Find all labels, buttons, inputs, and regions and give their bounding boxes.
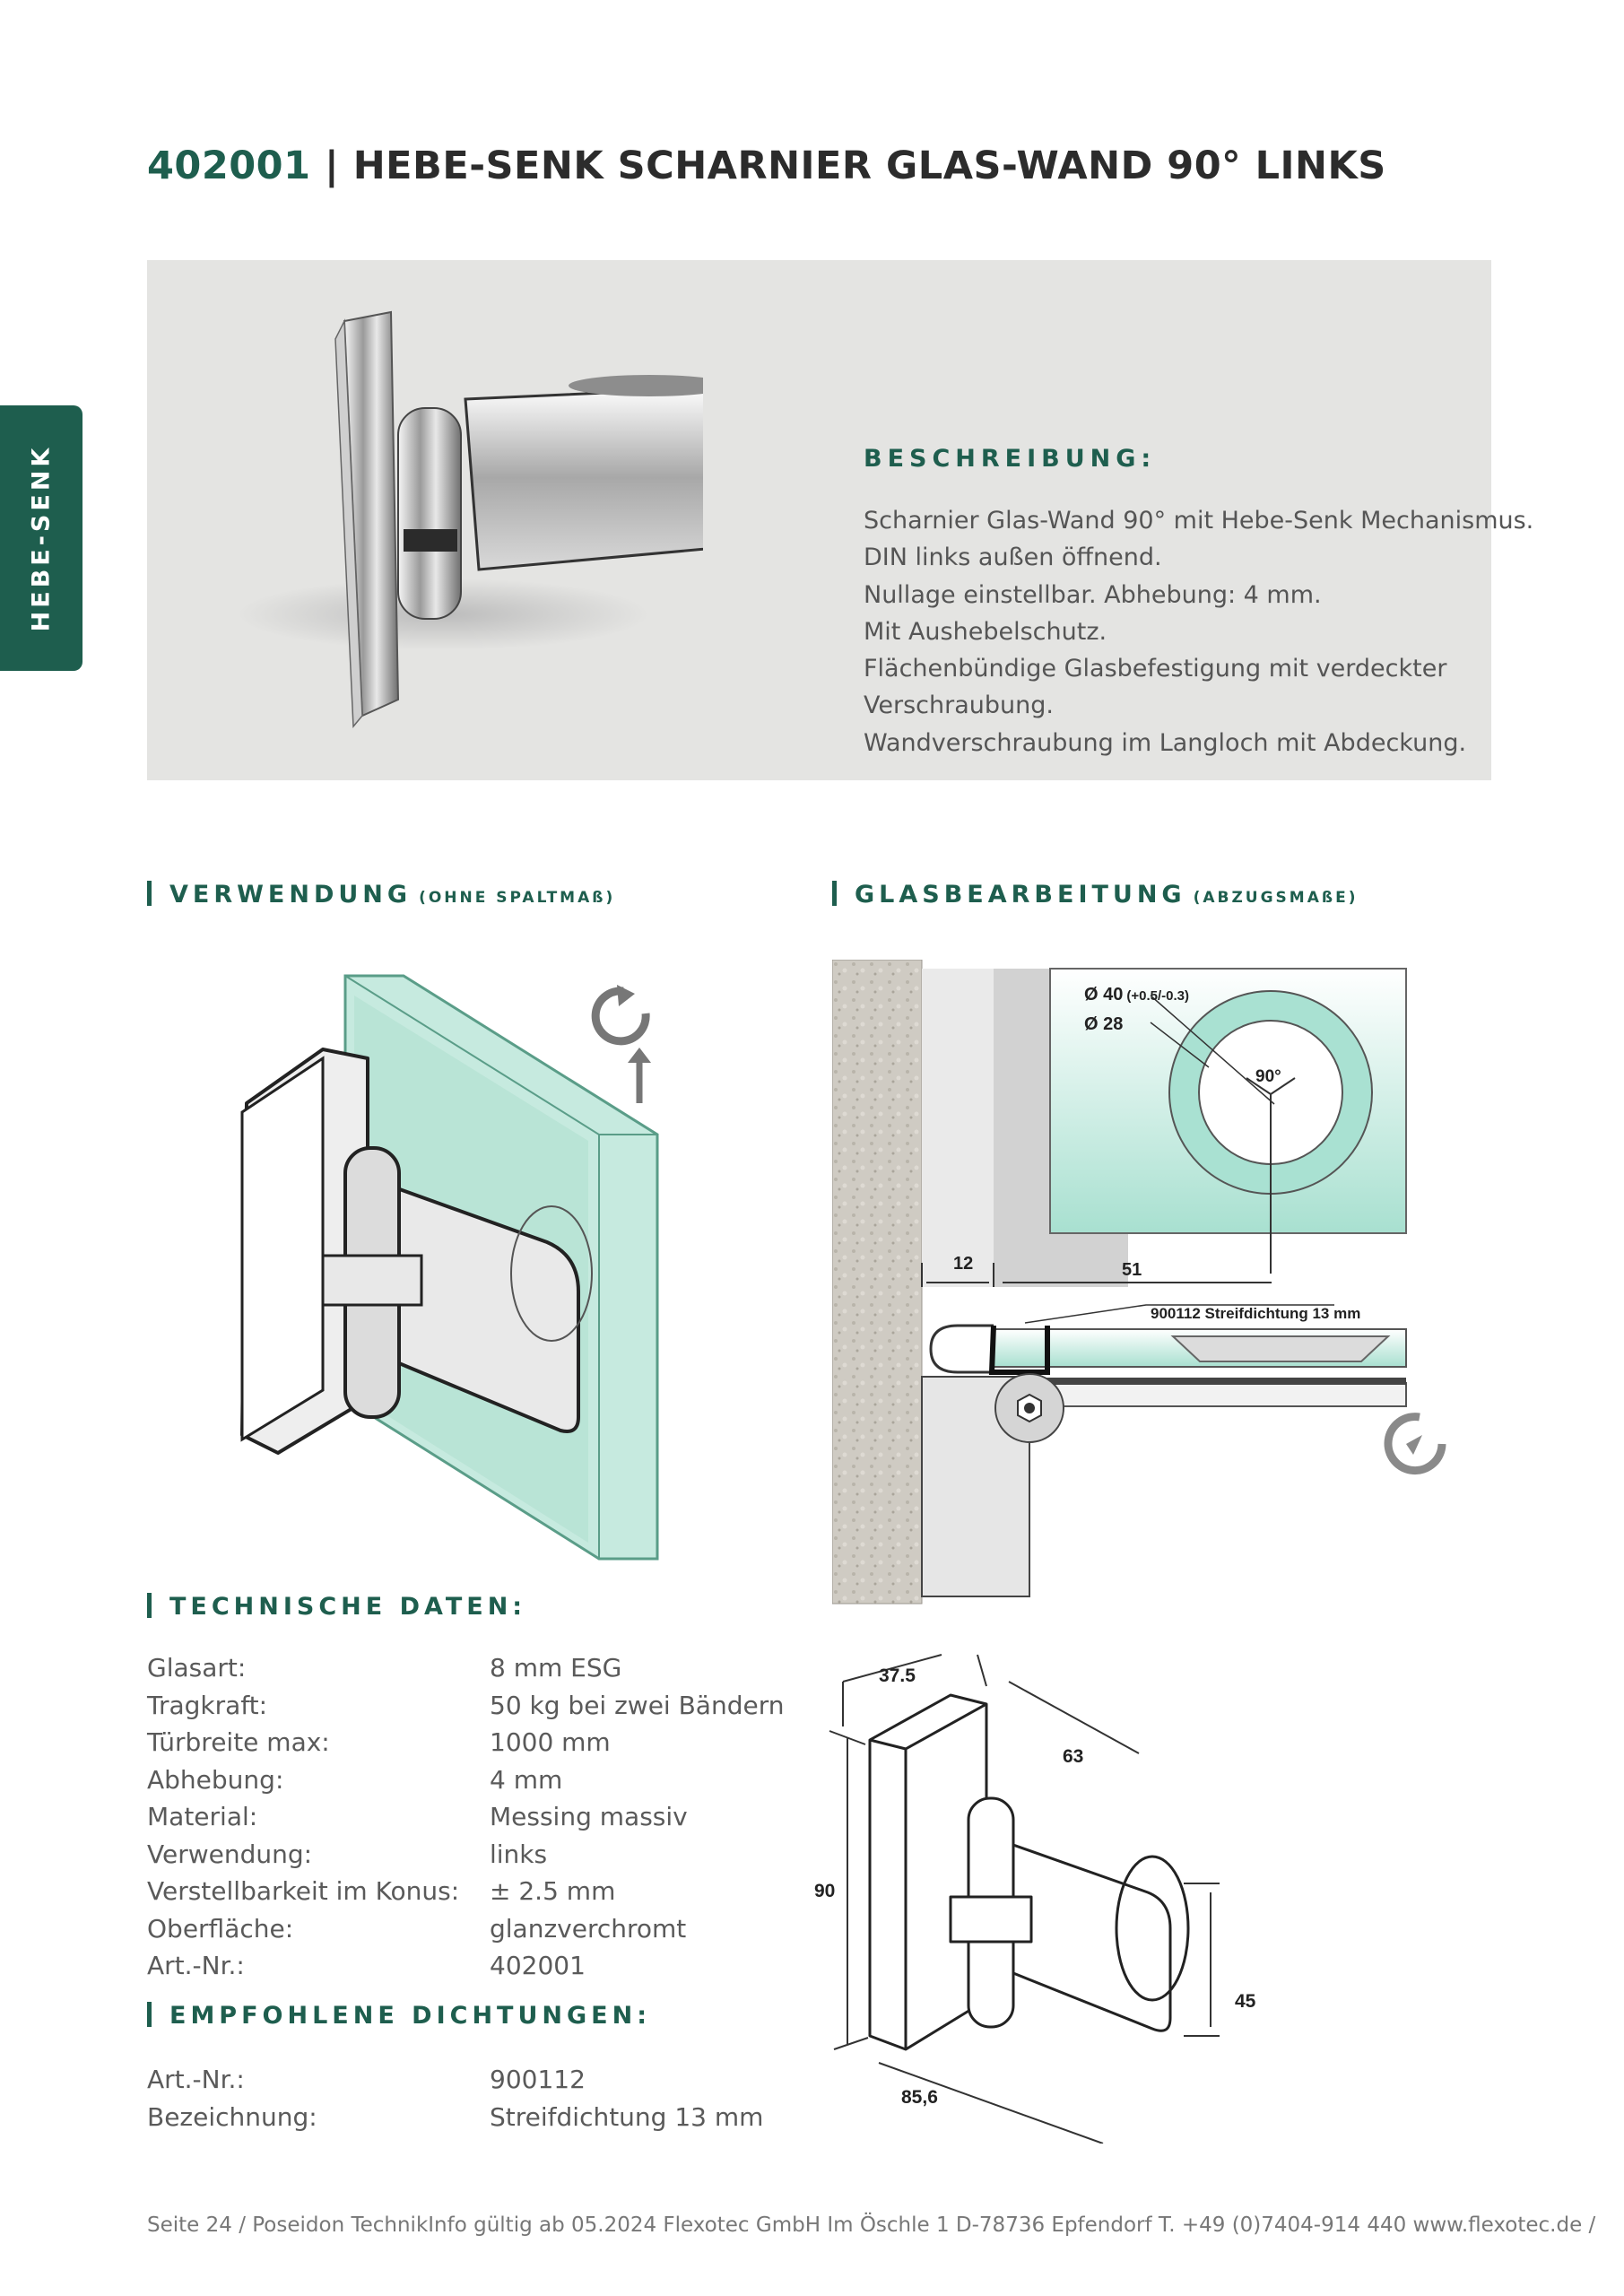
dim-85-6-label: 85,6	[901, 2087, 938, 2108]
spec-row	[147, 1873, 793, 1910]
spec-row	[147, 1947, 793, 1985]
angle-label: 90°	[1255, 1067, 1281, 1086]
dim-51-label: 51	[1122, 1260, 1142, 1280]
title-text: HEBE-SENK SCHARNIER GLAS-WAND 90° LINKS	[352, 144, 1386, 188]
description-line: Flächenbündige Glasbefestigung mit verdeckter	[864, 655, 1447, 683]
spec-label: Art.-Nr.:	[147, 2065, 245, 2094]
dim-45-label: 45	[1235, 1991, 1256, 2012]
spec-row	[147, 1798, 793, 1836]
technische-daten-heading	[147, 1593, 526, 1621]
spec-label: Glasart:	[147, 1653, 247, 1683]
spec-row	[147, 2099, 793, 2136]
description-line: DIN links außen öffnend.	[864, 544, 1162, 572]
side-category-tab	[0, 405, 83, 671]
spec-row	[147, 1649, 793, 1687]
title-separator: |	[310, 144, 353, 188]
verwendung-sub: (OHNE SPALTMAß)	[419, 889, 616, 907]
description-line: Verschraubung.	[864, 691, 1054, 720]
spec-label: Art.-Nr.:	[147, 1951, 245, 1980]
heading-bar	[147, 881, 152, 906]
spec-value: links	[490, 1839, 548, 1869]
spec-value: ± 2.5 mm	[490, 1876, 616, 1906]
spec-value: glanzverchromt	[490, 1913, 687, 1944]
seal-data-table	[147, 2061, 793, 2135]
spec-row	[147, 1910, 793, 1948]
spec-row	[147, 1724, 793, 1761]
usage-illustration	[224, 969, 690, 1578]
spec-row	[147, 1761, 793, 1799]
spec-label: Material:	[147, 1802, 258, 1831]
description-line: Wandverschraubung im Langloch mit Abdeckung.	[864, 728, 1467, 757]
heading-bar	[832, 881, 837, 906]
spec-value: 402001	[490, 1951, 586, 1980]
spec-value: 4 mm	[490, 1764, 563, 1795]
spec-label: Oberfläche:	[147, 1913, 294, 1944]
dim-37-5-label: 37.5	[879, 1665, 916, 1686]
spec-label: Bezeichnung:	[147, 2101, 317, 2132]
technical-data-table	[147, 1649, 793, 1985]
dimension-drawing	[807, 1641, 1291, 2144]
side-tab-label: HEBE-SENK	[27, 444, 56, 632]
glasbearbeitung-title: GLASBEARBEITUNG	[855, 881, 1186, 909]
spec-label: Abhebung:	[147, 1764, 284, 1795]
description-line: Mit Aushebelschutz.	[864, 617, 1107, 646]
spec-label: Verwendung:	[147, 1839, 313, 1869]
hero-panel	[147, 260, 1534, 780]
dim-90-label: 90	[814, 1881, 836, 1901]
spec-label: Tragkraft:	[147, 1690, 268, 1720]
verwendung-heading	[147, 881, 615, 909]
article-number: 402001	[147, 144, 311, 188]
verwendung-title: VERWENDUNG	[169, 881, 413, 909]
spec-row	[147, 2061, 793, 2099]
glass-processing-drawing	[832, 960, 1460, 1605]
seal-label: 900112 Streifdichtung 13 mm	[1151, 1305, 1361, 1322]
page-footer: Seite 24 / Poseidon TechnikInfo gültig ab 05.2024 Flexotec GmbH Im Öschle 1 D-78736 Epfendorf T. +49 (0)7404-914 440 www.flexotec.de /	[147, 2213, 1596, 2237]
spec-label: Türbreite max:	[147, 1727, 330, 1757]
glasbearbeitung-heading	[832, 881, 1359, 909]
dim-63-label: 63	[1063, 1746, 1084, 1767]
spec-row	[147, 1836, 793, 1874]
description-line: Nullage einstellbar. Abhebung: 4 mm.	[864, 580, 1322, 609]
product-photo	[147, 260, 703, 780]
description-line: Scharnier Glas-Wand 90° mit Hebe-Senk Mechanismus.	[864, 507, 1534, 535]
spec-value: 1000 mm	[490, 1727, 611, 1757]
spec-value: 50 kg bei zwei Bändern	[490, 1690, 785, 1720]
spec-label: Verstellbarkeit im Konus:	[147, 1876, 460, 1906]
spec-row	[147, 1687, 793, 1725]
technische-daten-title: TECHNISCHE DATEN:	[169, 1593, 527, 1621]
glasbearbeitung-sub: (ABZUGSMAßE)	[1193, 889, 1359, 907]
description-text	[864, 502, 1533, 761]
diameter-40-label: Ø 40 (+0.5/-0.3)	[1084, 985, 1189, 1004]
diameter-28-label: Ø 28	[1084, 1014, 1124, 1034]
spec-value: Streifdichtung 13 mm	[490, 2101, 764, 2132]
heading-bar	[147, 2002, 152, 2027]
heading-bar	[147, 1593, 152, 1618]
spec-value: Messing massiv	[490, 1802, 688, 1831]
description-heading: BESCHREIBUNG:	[864, 445, 1157, 473]
page-title	[147, 144, 1386, 188]
dichtungen-heading	[147, 2002, 651, 2030]
spec-value: 900112	[490, 2065, 586, 2094]
dim-12-label: 12	[953, 1254, 974, 1274]
spec-value: 8 mm ESG	[490, 1653, 622, 1683]
dichtungen-title: EMPFOHLENE DICHTUNGEN:	[169, 2002, 651, 2030]
